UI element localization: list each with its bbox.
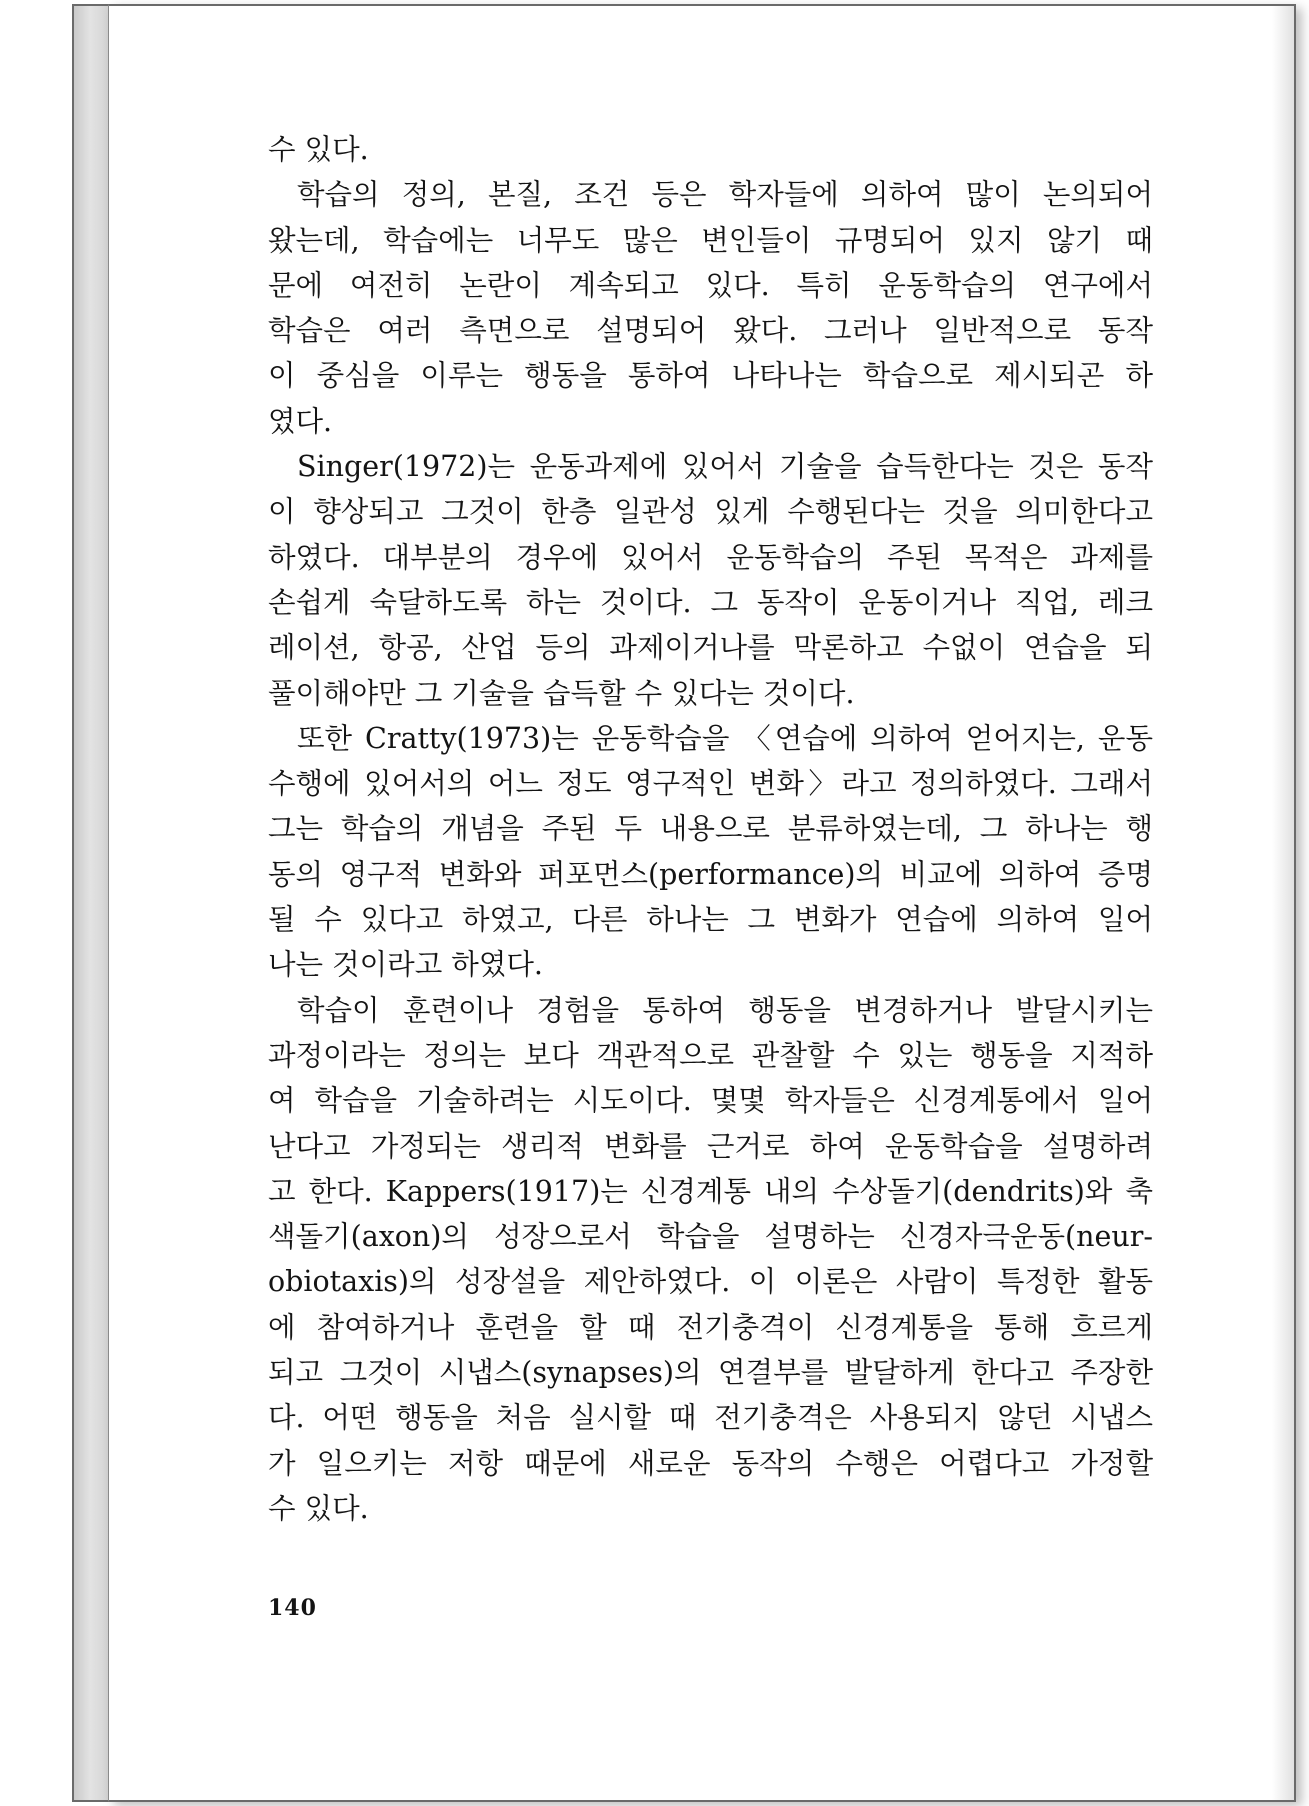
text-line: 문에 여전히 논란이 계속되고 있다. 특히 운동학습의 연구에서 xyxy=(268,268,1153,302)
text-line: 여 학습을 기술하려는 시도이다. 몇몇 학자들은 신경계통에서 일어 xyxy=(268,1084,1153,1118)
text-line: 학습은 여러 측면으로 설명되어 왔다. 그러나 일반적으로 동작 xyxy=(268,314,1153,348)
text-line: 수행에 있어서의 어느 정도 영구적인 변화〉라고 정의하였다. 그래서 xyxy=(268,767,1153,801)
text-line: 손쉽게 숙달하도록 하는 것이다. 그 동작이 운동이거나 직업, 레크 xyxy=(268,585,1153,619)
text-line: 이 향상되고 그것이 한층 일관성 있게 수행된다는 것을 의미한다고 xyxy=(268,495,1153,529)
text-line: 이 중심을 이루는 행동을 통하여 나타나는 학습으로 제시되곤 하 xyxy=(268,359,1153,393)
text-line: 풀이해야만 그 기술을 습득할 수 있다는 것이다. xyxy=(268,676,855,710)
text-line: 왔는데, 학습에는 너무도 많은 변인들이 규명되어 있지 않기 때 xyxy=(268,223,1153,257)
text-line: 색돌기(axon)의 성장으로서 학습을 설명하는 신경자극운동(neur- xyxy=(268,1220,1153,1254)
text-line: 그는 학습의 개념을 주된 두 내용으로 분류하였는데, 그 하나는 행 xyxy=(268,812,1153,846)
text-line: 학습의 정의, 본질, 조건 등은 학자들에 의하여 많이 논의되어 xyxy=(297,178,1153,212)
text-line: 에 참여하거나 훈련을 할 때 전기충격이 신경계통을 통해 흐르게 xyxy=(268,1310,1153,1344)
text-line: 되고 그것이 시냅스(synapses)의 연결부를 발달하게 한다고 주장한 xyxy=(268,1356,1153,1390)
text-line: 동의 영구적 변화와 퍼포먼스(performance)의 비교에 의하여 증명 xyxy=(268,857,1153,891)
text-line: 난다고 가정되는 생리적 변화를 근거로 하여 운동학습을 설명하려 xyxy=(268,1129,1153,1163)
text-line: 고 한다. Kappers(1917)는 신경계통 내의 수상돌기(dendrits)와 축 xyxy=(268,1174,1153,1208)
text-line: Singer(1972)는 운동과제에 있어서 기술을 습득한다는 것은 동작 xyxy=(297,450,1153,484)
text-line: obiotaxis)의 성장설을 제안하였다. 이 이론은 사람이 특정한 활동 xyxy=(268,1265,1153,1299)
body-text xyxy=(268,127,1153,1531)
text-line: 학습이 훈련이나 경험을 통하여 행동을 변경하거나 발달시키는 xyxy=(297,993,1153,1027)
text-line: 가 일으키는 저항 때문에 새로운 동작의 수행은 어렵다고 가정할 xyxy=(268,1446,1153,1480)
text-line: 될 수 있다고 하였고, 다른 하나는 그 변화가 연습에 의하여 일어 xyxy=(268,903,1153,937)
text-line: 과정이라는 정의는 보다 객관적으로 관찰할 수 있는 행동을 지적하 xyxy=(268,1038,1153,1072)
text-line: 다. 어떤 행동을 처음 실시할 때 전기충격은 사용되지 않던 시냅스 xyxy=(268,1401,1153,1435)
page-number: 140 xyxy=(268,1595,317,1621)
text-line: 나는 것이라고 하였다. xyxy=(268,948,543,982)
text-line: 였다. xyxy=(268,404,333,438)
text-line: 레이션, 항공, 산업 등의 과제이거나를 막론하고 수없이 연습을 되 xyxy=(268,631,1153,665)
book-spine xyxy=(72,4,110,1802)
text-line: 수 있다. xyxy=(268,1491,369,1525)
text-line: 수 있다. xyxy=(268,133,369,166)
text-line: 또한 Cratty(1973)는 운동학습을 〈연습에 의하여 얻어지는, 운동 xyxy=(297,721,1153,755)
text-line: 하였다. 대부분의 경우에 있어서 운동학습의 주된 목적은 과제를 xyxy=(268,540,1153,574)
